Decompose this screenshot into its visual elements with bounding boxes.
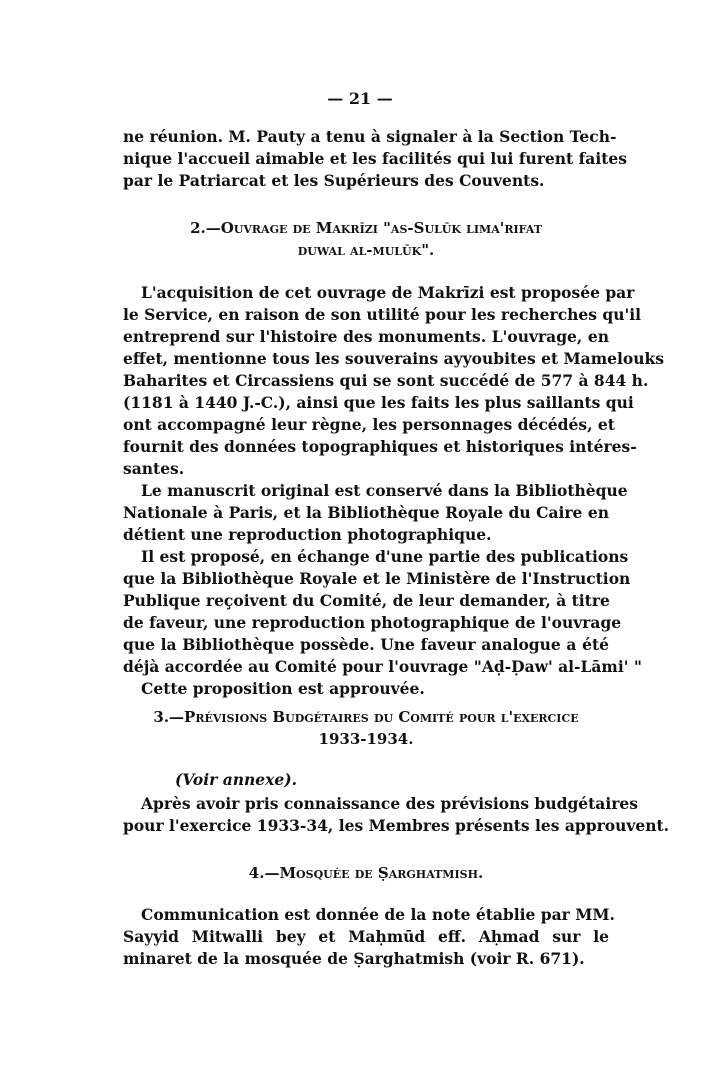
text-line: entreprend sur l'histoire des monuments. L'ouvrage, en: [123, 327, 609, 346]
text-line: fournit des données topographiques et historiques intéres-: [123, 437, 637, 456]
heading-line: 1933-1934.: [318, 730, 414, 748]
text-line: ont accompagné leur règne, les personnages décédés, et: [123, 415, 615, 434]
text-line: Le manuscrit original est conservé dans la Bibliothèque: [141, 481, 628, 500]
text-line: déjà accordée au Comité pour l'ouvrage "Aḍ-Ḍaw' al-Lāmi' ": [123, 657, 642, 676]
paragraph-2: [123, 282, 664, 480]
paragraph-4: [123, 546, 642, 700]
text-line: le Service, en raison de son utilité pour les recherches qu'il: [123, 305, 642, 324]
heading-line: 2.—Ouvrage de Makrīzi "as-Sulūk lima'rifat: [190, 219, 542, 237]
text-line: que la Bibliothèque possède. Une faveur analogue a été: [123, 635, 609, 654]
paragraph-3: [123, 480, 628, 546]
voir-annexe-note: [123, 769, 609, 791]
heading-line: duwal al-mulūk".: [297, 241, 435, 259]
text-line: Baharites et Circassiens qui se sont succédé de 577 à 844 h.: [123, 371, 649, 390]
text-line: Communication est donnée de la note établie par MM.: [141, 905, 615, 924]
text-line: (Voir annexe).: [175, 770, 298, 789]
text-line: santes.: [123, 459, 185, 478]
text-line: minaret de la mosquée de Ṣarghatmish (voir R. 671).: [123, 949, 585, 968]
text-line: que la Bibliothèque Royale et le Ministère de l'Instruction: [123, 569, 631, 588]
text-line: par le Patriarcat et les Supérieurs des Couvents.: [123, 171, 545, 190]
section-heading-4: 4.—Mosquée de Ṣarghatmish.: [248, 864, 484, 882]
page-number: — 21 —: [327, 89, 393, 108]
text-line: (1181 à 1440 J.-C.), ainsi que les faits les plus saillants qui: [123, 393, 634, 412]
text-line: Après avoir pris connaissance des prévisions budgétaires: [141, 794, 638, 813]
paragraph-6: [123, 904, 615, 970]
text-line: Publique reçoivent du Comité, de leur demander, à titre: [123, 591, 610, 610]
text-line: pour l'exercice 1933-34, les Membres présents les approuvent.: [123, 816, 670, 835]
text-line: Cette proposition est approuvée.: [141, 679, 425, 698]
text-line: nique l'accueil aimable et les facilités qui lui furent faites: [123, 149, 627, 168]
text-line: détient une reproduction photographique.: [123, 525, 492, 544]
text-line: de faveur, une reproduction photographique de l'ouvrage: [123, 613, 622, 632]
heading-line: 3.—Prévisions Budgétaires du Comité pour l'exercice: [153, 708, 579, 726]
text-line: ne réunion. M. Pauty a tenu à signaler à la Section Tech-: [123, 127, 617, 146]
section-heading-2: [123, 217, 609, 261]
text-line: Sayyid Mitwalli bey et Maḥmūd eff. Aḥmad sur le: [123, 927, 609, 946]
text-line: Nationale à Paris, et la Bibliothèque Royale du Caire en: [123, 503, 609, 522]
paragraph-1: [123, 126, 627, 192]
text-line: Il est proposé, en échange d'une partie des publications: [141, 547, 629, 566]
text-line: L'acquisition de cet ouvrage de Makrīzi est proposée par: [141, 283, 635, 302]
text-line: effet, mentionne tous les souverains ayyoubites et Mamelouks: [123, 349, 664, 368]
section-heading-3: [123, 706, 609, 750]
paragraph-5: [123, 793, 670, 837]
